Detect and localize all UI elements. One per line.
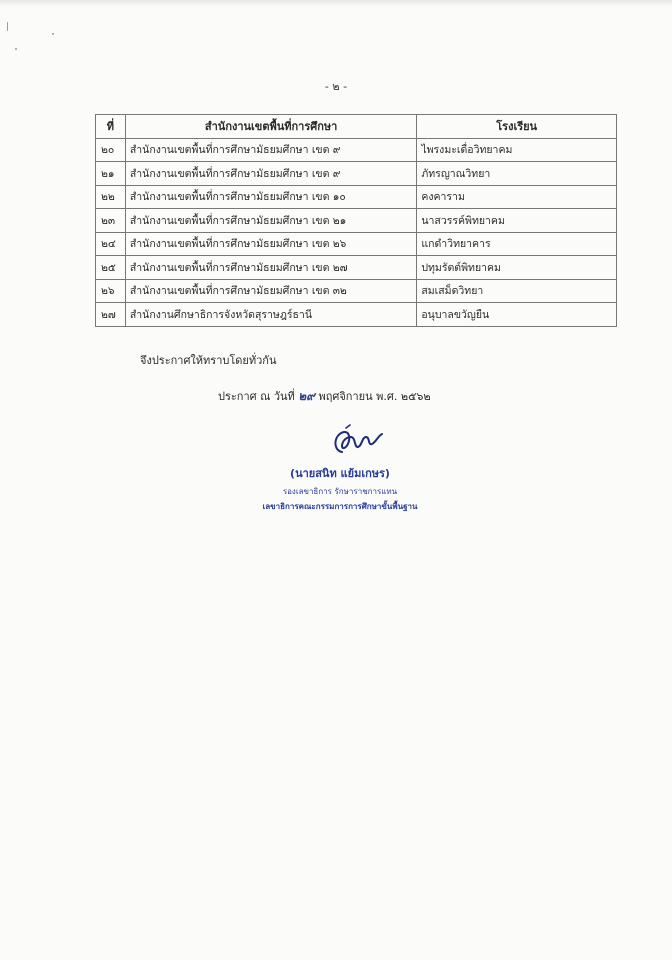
row-office: สำนักงานเขตพื้นที่การศึกษามัธยมศึกษา เขต ๒๑ [125, 209, 416, 233]
row-school: ไพรงมะเดื่อวิทยาคม [417, 138, 617, 162]
header-number: ที่ [96, 115, 126, 139]
row-office: สำนักงานเขตพื้นที่การศึกษามัธยมศึกษา เขต ๙ [125, 162, 416, 186]
table-row [96, 209, 617, 233]
table-row [96, 185, 617, 209]
table-row [96, 279, 617, 303]
announcement-text: จึงประกาศให้ทราบโดยทั่วกัน [140, 354, 277, 367]
signature-icon [320, 422, 390, 462]
signer-block [245, 464, 435, 513]
row-number: ๒๕ [96, 256, 126, 280]
row-number: ๒๖ [96, 279, 126, 303]
table-header-row [96, 115, 617, 139]
scan-speck [7, 22, 8, 31]
signer-position-title: เลขาธิการคณะกรรมการการศึกษาขั้นพื้นฐาน [262, 502, 418, 511]
date-prefix: ประกาศ ณ วันที่ [218, 390, 295, 403]
scan-speck [52, 33, 54, 35]
signer-position-acting: รองเลขาธิการ รักษาราชการแทน [282, 487, 398, 496]
header-school: โรงเรียน [417, 115, 617, 139]
header-office: สำนักงานเขตพื้นที่การศึกษา [125, 115, 416, 139]
table-row [96, 138, 617, 162]
row-number: ๒๗ [96, 303, 126, 327]
row-office: สำนักงานเขตพื้นที่การศึกษามัธยมศึกษา เขต ๓๒ [125, 279, 416, 303]
row-school: คงคาราม [417, 185, 617, 209]
row-office: สำนักงานเขตพื้นที่การศึกษามัธยมศึกษา เขต ๙ [125, 138, 416, 162]
announcement-date [218, 387, 431, 406]
school-list-table [95, 114, 617, 327]
row-office: สำนักงานศึกษาธิการจังหวัดสุราษฎร์ธานี [125, 303, 416, 327]
row-school: ภัทรญาณวิทยา [417, 162, 617, 186]
signer-name: (นายสนิท แย้มเกษร) [290, 467, 390, 480]
table-row [96, 303, 617, 327]
page-number: - ๒ - [324, 80, 348, 93]
row-office: สำนักงานเขตพื้นที่การศึกษามัธยมศึกษา เขต ๒๖ [125, 232, 416, 256]
row-number: ๒๒ [96, 185, 126, 209]
row-number: ๒๓ [96, 209, 126, 233]
row-school: สมเสม็ดวิทยา [417, 279, 617, 303]
table-row [96, 162, 617, 186]
date-rest: พฤศจิกายน พ.ศ. ๒๕๖๒ [318, 390, 431, 403]
row-school: อนุบาลขวัญยืน [417, 303, 617, 327]
row-number: ๒๔ [96, 232, 126, 256]
row-number: ๒๑ [96, 162, 126, 186]
row-office: สำนักงานเขตพื้นที่การศึกษามัธยมศึกษา เขต ๑๐ [125, 185, 416, 209]
row-school: แกดำวิทยาคาร [417, 232, 617, 256]
row-office: สำนักงานเขตพื้นที่การศึกษามัธยมศึกษา เขต ๒๗ [125, 256, 416, 280]
table-row [96, 256, 617, 280]
row-school: นาสวรรค์พิทยาคม [417, 209, 617, 233]
row-school: ปทุมรัตต์พิทยาคม [417, 256, 617, 280]
scan-edge [0, 0, 672, 6]
date-day-handwritten: ๒๙ [298, 389, 315, 403]
table-row [96, 232, 617, 256]
scan-speck [15, 48, 17, 50]
row-number: ๒๐ [96, 138, 126, 162]
